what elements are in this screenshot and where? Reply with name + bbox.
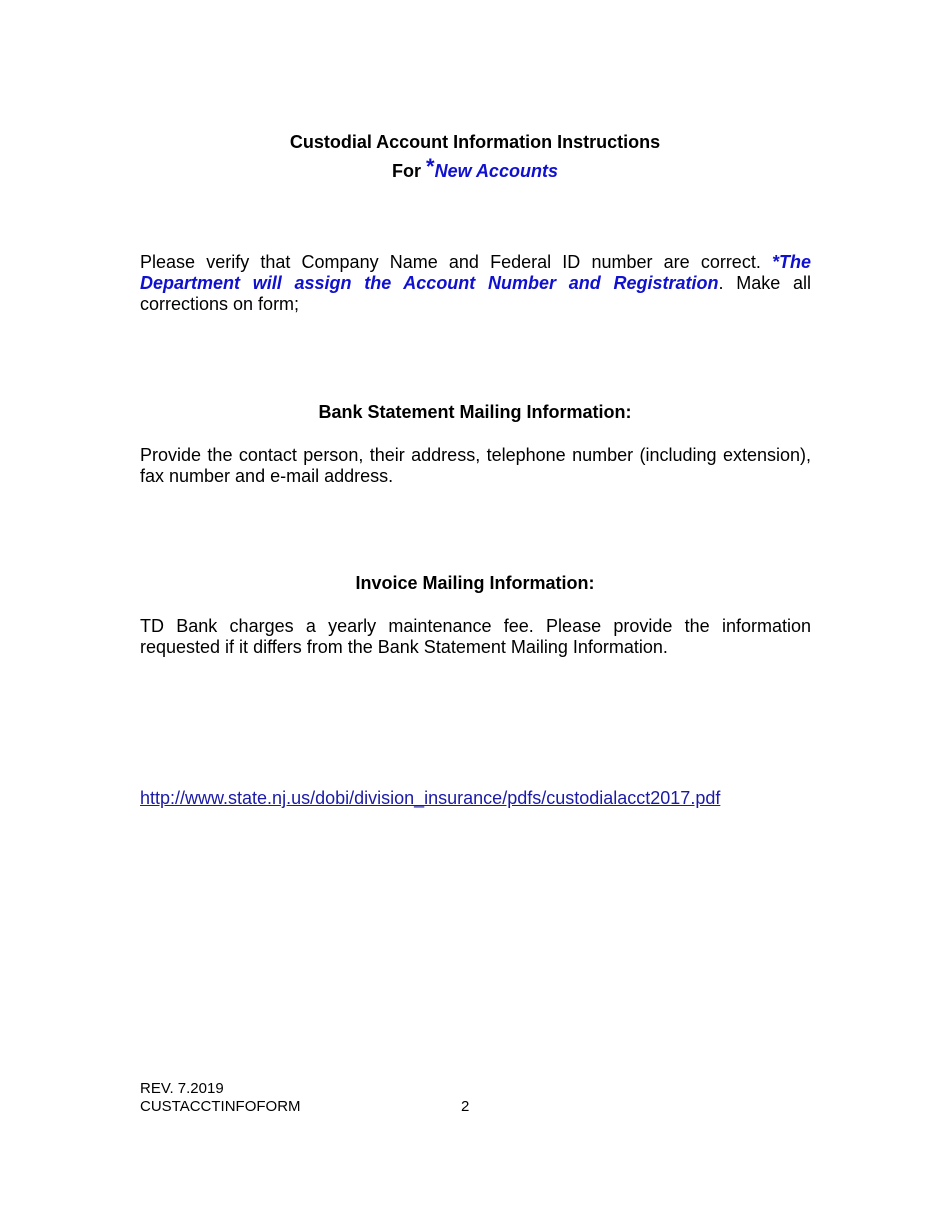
document-title — [0, 128, 950, 185]
footer-revision: REV. 7.2019 — [140, 1080, 224, 1097]
title-line-1: Custodial Account Information Instructions — [289, 132, 661, 152]
invoice-paragraph: TD Bank charges a yearly maintenance fee. Please provide the information requested if it differs from the Bank Statement Mailing Information. — [140, 616, 811, 657]
title-line-2 — [0, 156, 950, 185]
intro-text-after: . Make all corrections on form; — [140, 273, 811, 314]
title-new-accounts: New Accounts — [434, 161, 558, 181]
custodial-form-link[interactable]: http://www.state.nj.us/dobi/division_insurance/pdfs/custodialacct2017.pdf — [140, 788, 721, 808]
page-number: 2 — [461, 1098, 470, 1115]
intro-paragraph — [140, 252, 811, 315]
invoice-heading: Invoice Mailing Information: — [355, 573, 595, 593]
intro-text: Please verify that Company Name and Federal ID number are correct. — [140, 252, 772, 272]
title-prefix: For — [392, 161, 427, 181]
footer — [140, 1080, 301, 1116]
bank-statement-paragraph: Provide the contact person, their address, telephone number (including extension), fax number and e-mail address. — [140, 445, 811, 486]
title-asterisk: * — [426, 154, 435, 179]
footer-form-code: CUSTACCTINFOFORM — [140, 1098, 301, 1115]
intro-highlight: *The Department will assign the Account Number and Registration — [140, 252, 811, 293]
bank-statement-heading: Bank Statement Mailing Information: — [318, 402, 632, 422]
